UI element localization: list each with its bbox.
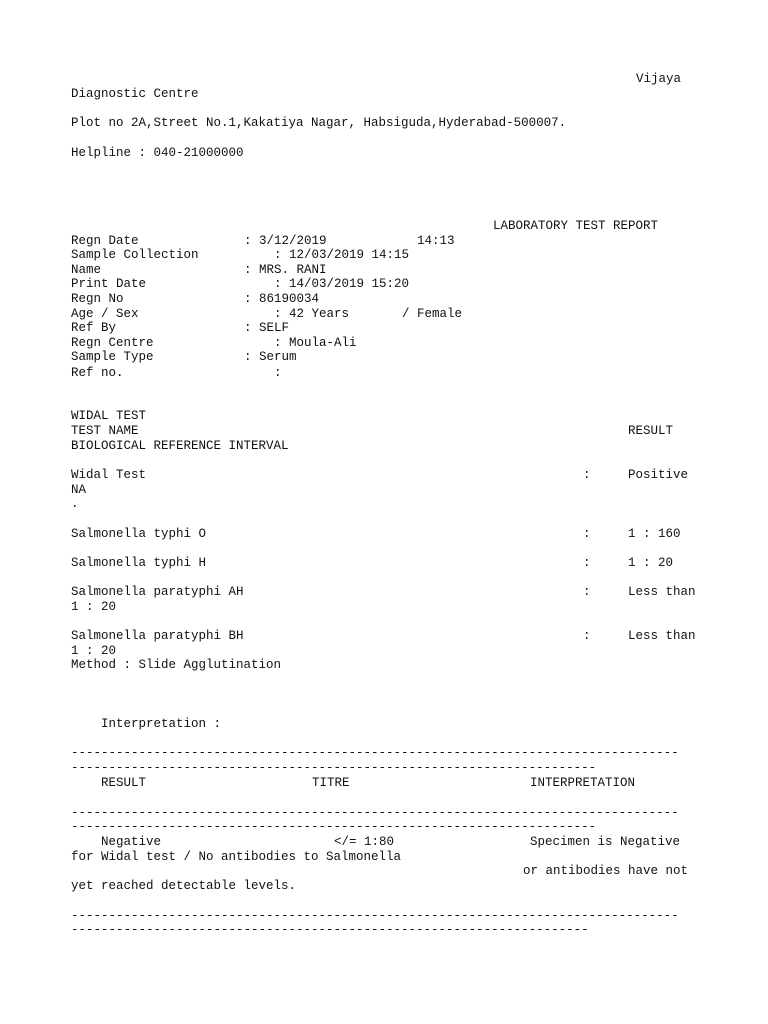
interp-col-result: RESULT	[101, 776, 147, 790]
interp-col-interpretation: INTERPRETATION	[530, 776, 636, 790]
regn-no-value: : 86190034	[244, 292, 320, 306]
test-row-continuation: .	[71, 497, 79, 511]
test-row-name: Salmonella typhi O	[71, 527, 207, 541]
sample-collection-value: : 12/03/2019 14:15	[274, 248, 410, 262]
test-row-separator: :	[583, 527, 591, 541]
col-result: RESULT	[628, 424, 674, 438]
test-row-separator: :	[583, 468, 591, 482]
col-reference: BIOLOGICAL REFERENCE INTERVAL	[71, 439, 289, 453]
sample-collection-label: Sample Collection	[71, 248, 199, 262]
test-row-reference: NA	[71, 483, 87, 497]
test-row-separator: :	[583, 585, 591, 599]
ref-by-value: : SELF	[244, 321, 290, 335]
regn-no-label: Regn No	[71, 292, 124, 306]
test-row-result: Less than	[628, 629, 696, 643]
ref-no-value: :	[274, 366, 282, 380]
test-row-name: Widal Test	[71, 468, 147, 482]
lab-name-part1: Vijaya	[636, 72, 682, 86]
print-date-label: Print Date	[71, 277, 147, 291]
test-row-result: Positive	[628, 468, 689, 482]
divider-line: ---------------------------------------------------------------------------------	[71, 746, 679, 760]
test-row-reference: 1 : 20	[71, 600, 117, 614]
divider-line: ----------------------------------------------------------------------	[71, 820, 597, 834]
lab-helpline: Helpline : 040-21000000	[71, 146, 244, 160]
sample-type-label: Sample Type	[71, 350, 154, 364]
test-row-result: Less than	[628, 585, 696, 599]
regn-date-value: : 3/12/2019	[244, 234, 327, 248]
name-label: Name	[71, 263, 102, 277]
interp-row-text: for Widal test / No antibodies to Salmonella	[71, 850, 402, 864]
test-row-result: 1 : 20	[628, 556, 674, 570]
test-row-reference: 1 : 20	[71, 644, 117, 658]
interpretation-label: Interpretation :	[101, 717, 222, 731]
age-sex-label: Age / Sex	[71, 307, 139, 321]
interp-row-text: or antibodies have not	[523, 864, 689, 878]
lab-address: Plot no 2A,Street No.1,Kakatiya Nagar, Habsiguda,Hyderabad-500007.	[71, 116, 567, 130]
test-row-result: 1 : 160	[628, 527, 681, 541]
divider-line: ---------------------------------------------------------------------------------	[71, 806, 679, 820]
regn-centre-value: : Moula-Ali	[274, 336, 357, 350]
interp-row-titre: </= 1:80	[334, 835, 395, 849]
test-row-name: Salmonella paratyphi BH	[71, 629, 244, 643]
sex-value: / Female	[402, 307, 463, 321]
interp-row-text: yet reached detectable levels.	[71, 879, 297, 893]
divider-line: ----------------------------------------------------------------------	[71, 761, 597, 775]
print-date-value: : 14/03/2019 15:20	[274, 277, 410, 291]
lab-name-part2: Diagnostic Centre	[71, 87, 199, 101]
report-title: LABORATORY TEST REPORT	[493, 219, 659, 233]
ref-by-label: Ref By	[71, 321, 117, 335]
regn-centre-label: Regn Centre	[71, 336, 154, 350]
divider-line: ---------------------------------------------------------------------------------	[71, 909, 679, 923]
interp-row-text: Specimen is Negative	[530, 835, 681, 849]
test-row-separator: :	[583, 556, 591, 570]
interp-row-result: Negative	[101, 835, 162, 849]
age-value: : 42 Years	[274, 307, 350, 321]
regn-time: 14:13	[417, 234, 455, 248]
sample-type-value: : Serum	[244, 350, 297, 364]
regn-date-label: Regn Date	[71, 234, 139, 248]
name-value: : MRS. RANI	[244, 263, 327, 277]
test-row-name: Salmonella paratyphi AH	[71, 585, 244, 599]
divider-line: ---------------------------------------------------------------------	[71, 923, 589, 937]
ref-no-label: Ref no.	[71, 366, 124, 380]
col-test-name: TEST NAME	[71, 424, 139, 438]
test-row-separator: :	[583, 629, 591, 643]
interp-col-titre: TITRE	[312, 776, 350, 790]
test-method: Method : Slide Agglutination	[71, 658, 282, 672]
test-section-title: WIDAL TEST	[71, 409, 147, 423]
test-row-name: Salmonella typhi H	[71, 556, 207, 570]
